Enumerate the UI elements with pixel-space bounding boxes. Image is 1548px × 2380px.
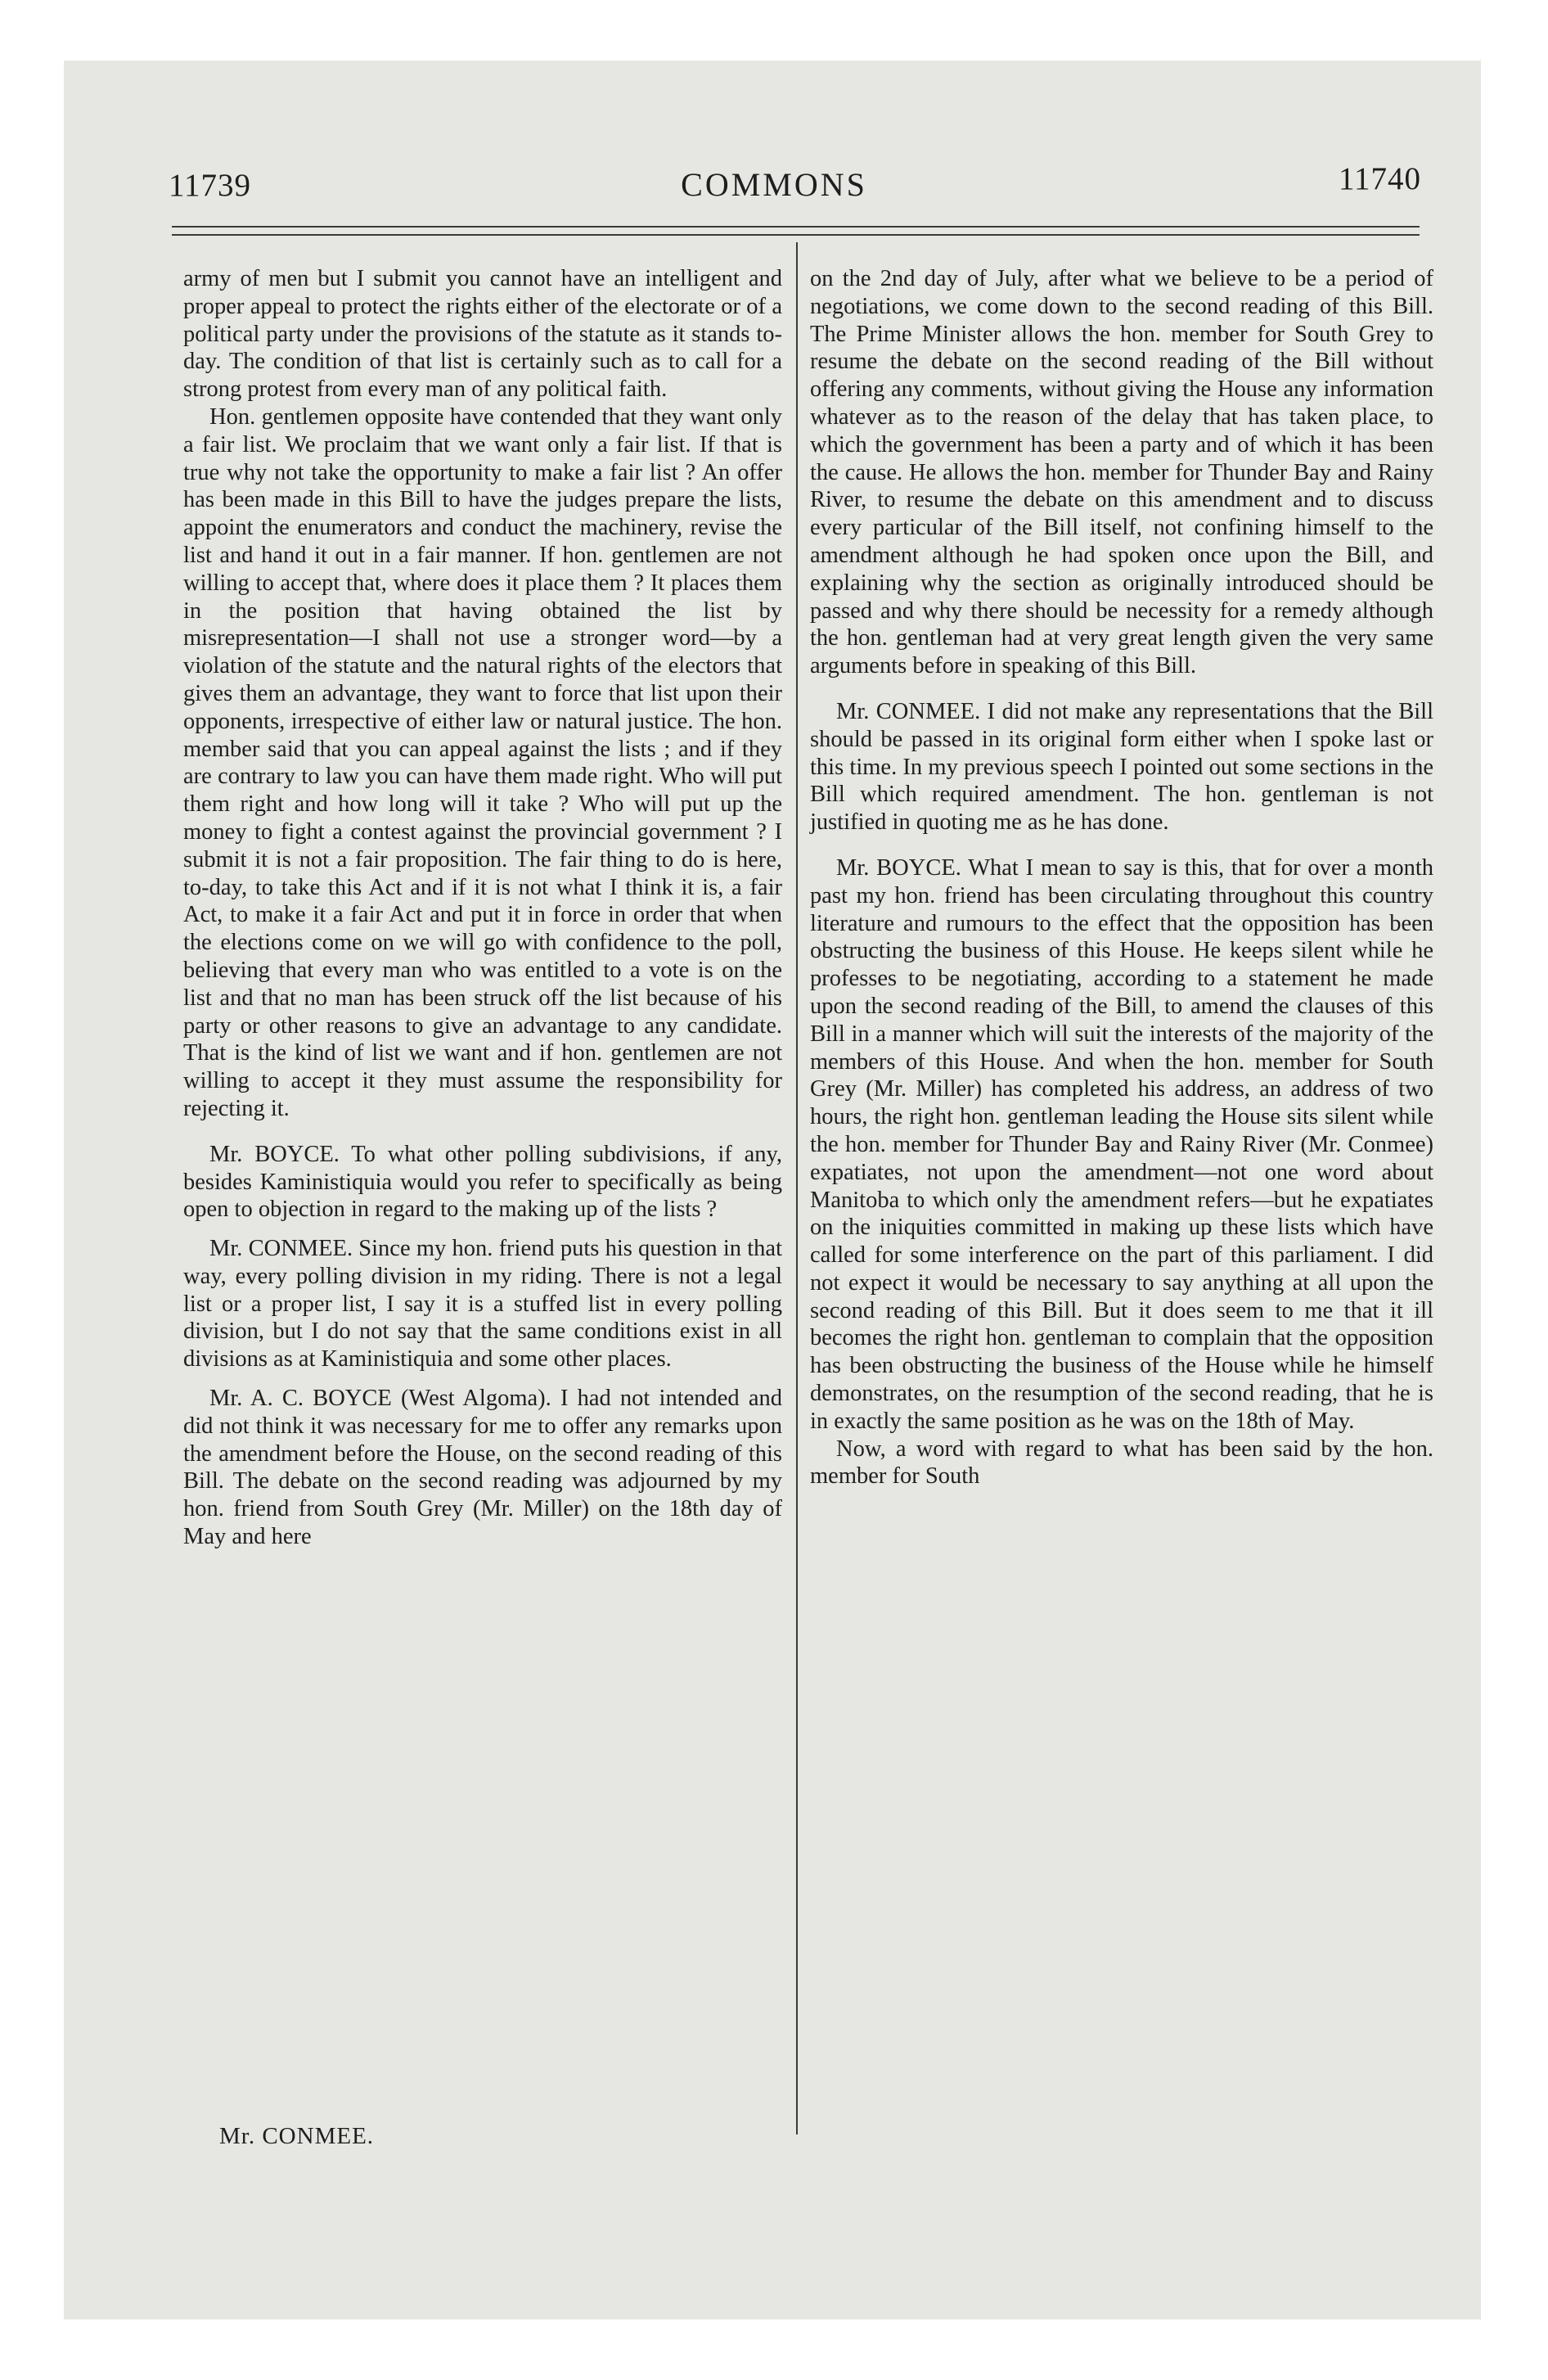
paragraph: Mr. CONMEE. I did not make any representations that the Bill should be passed in its original form either when I spoke last or this time. In my previous speech I pointed out some sections in the Bill which required amendment. The hon. gentleman is not justified in quoting me as he has done. <box>810 698 1433 836</box>
paragraph: army of men but I submit you cannot have an intelligent and proper appeal to protect the rights either of the electorate or of a political party under the provisions of the statute as it stands to-day. The condition of that list is certainly such as to call for a strong protest from every man of any political faith. <box>183 266 782 403</box>
paragraph: Mr. BOYCE. To what other polling subdivisions, if any, besides Kaministiquia would you refer to specifically as being open to objection in regard to the making up of the lists ? <box>183 1141 782 1223</box>
left-column <box>183 265 782 1551</box>
page-title: COMMONS <box>681 166 867 203</box>
column-divider <box>796 242 798 2134</box>
page-number-right: 11740 <box>1339 161 1422 196</box>
paragraph: Mr. CONMEE. Since my hon. friend puts his question in that way, every polling division in my riding. There is not a legal list or a proper list, I say it is a stuffed list in every polling division, but I do not say that the same conditions exist in all divisions as at Kaministiquia and some other places. <box>183 1236 782 1373</box>
paragraph: Hon. gentlemen opposite have contended that they want only a fair list. We proclaim that we want only a fair list. If that is true why not take the opportunity to make a fair list ? An offer has been made in this Bill to have the judges prepare the lists, appoint the enumerators and conduct the machinery, revise the list and hand it out in a fair manner. If hon. gentlemen are not willing to accept that, where does it place them ? It places them in the position that having obtained the list by misrepresentation—I shall not use a stronger word—by a violation of the statute and the natural rights of the electors that gives them an advantage, they want to force that list upon their opponents, irrespective of either law or natural justice. The hon. member said that you can appeal against the lists ; and if they are contrary to law you can have them made right. Who will put them right and how long will it take ? Who will put up the money to fight a contest against the provincial government ? I submit it is not a fair proposition. The fair thing to do is here, to-day, to take this Act and if it is not what I think it is, a fair Act, to make it a fair Act and put it in force in order that when the elections come on we will go with confidence to the poll, believing that every man who was entitled to a vote is on the list and that no man has been struck off the list because of his party or other reasons to give an advantage to any candidate. That is the kind of list we want and if hon. gentlemen are not willing to accept it they must assume the responsibility for rejecting it. <box>183 403 782 1121</box>
header-rule-double <box>172 234 1420 236</box>
paragraph: Mr. A. C. BOYCE (West Algoma). I had not intended and did not think it was necessary for me to offer any remarks upon the amendment before the House, on the second reading of this Bill. The debate on the second reading was adjourned by my hon. friend from South Grey (Mr. Miller) on the 18th day of May and here <box>183 1386 782 1550</box>
right-column <box>810 265 1433 1490</box>
page-number-left: 11739 <box>169 168 252 203</box>
header-rule <box>172 226 1420 228</box>
paragraph: Now, a word with regard to what has been said by the hon. member for South <box>810 1436 1433 1490</box>
paragraph: Mr. BOYCE. What I mean to say is this, that for over a month past my hon. friend has been circulating throughout this country literature and rumours to the effect that the opposition has been obstructing the business of this House. He keeps silent while he professes to be negotiating, according to a statement he made upon the second reading of the Bill, to amend the clauses of this Bill in a manner which will suit the interests of the majority of the members of this House. And when the hon. member for South Grey (Mr. Miller) has completed his address, an address of two hours, the right hon. gentleman leading the House sits silent while the hon. member for Thunder Bay and Rainy River (Mr. Conmee) expatiates, not upon the amendment—not one word about Manitoba to which only the amendment refers—but he expatiates on the iniquities committed in making up these lists which have called for some interference on the part of this parliament. I did not expect it would be necessary to say anything at all upon the second reading of this Bill. But it does seem to me that it ill becomes the right hon. gentleman to complain that the opposition has been obstructing the business of the House while he himself demonstrates, on the resumption of the second reading, that he is in exactly the same position as he was on the 18th of May. <box>810 854 1433 1434</box>
paragraph: on the 2nd day of July, after what we believe to be a period of negotiations, we come down to the second reading of this Bill. The Prime Minister allows the hon. member for South Grey to resume the debate on the second reading of the Bill without offering any comments, without giving the House any information whatever as to the reason of the delay that has taken place, to which the government has been a party and of which it has been the cause. He allows the hon. member for Thunder Bay and Rainy River, to resume the debate on this amendment and to discuss every particular of the Bill itself, not confining himself to the amendment although he had spoken once upon the Bill, and explaining why the section as originally introduced should be passed and why there should be necessity for a remedy although the hon. gentleman had at very great length given the very same arguments before in speaking of this Bill. <box>810 266 1433 679</box>
page-header <box>0 160 1548 210</box>
page-footer-catchword: Mr. CONMEE. <box>219 2123 375 2149</box>
